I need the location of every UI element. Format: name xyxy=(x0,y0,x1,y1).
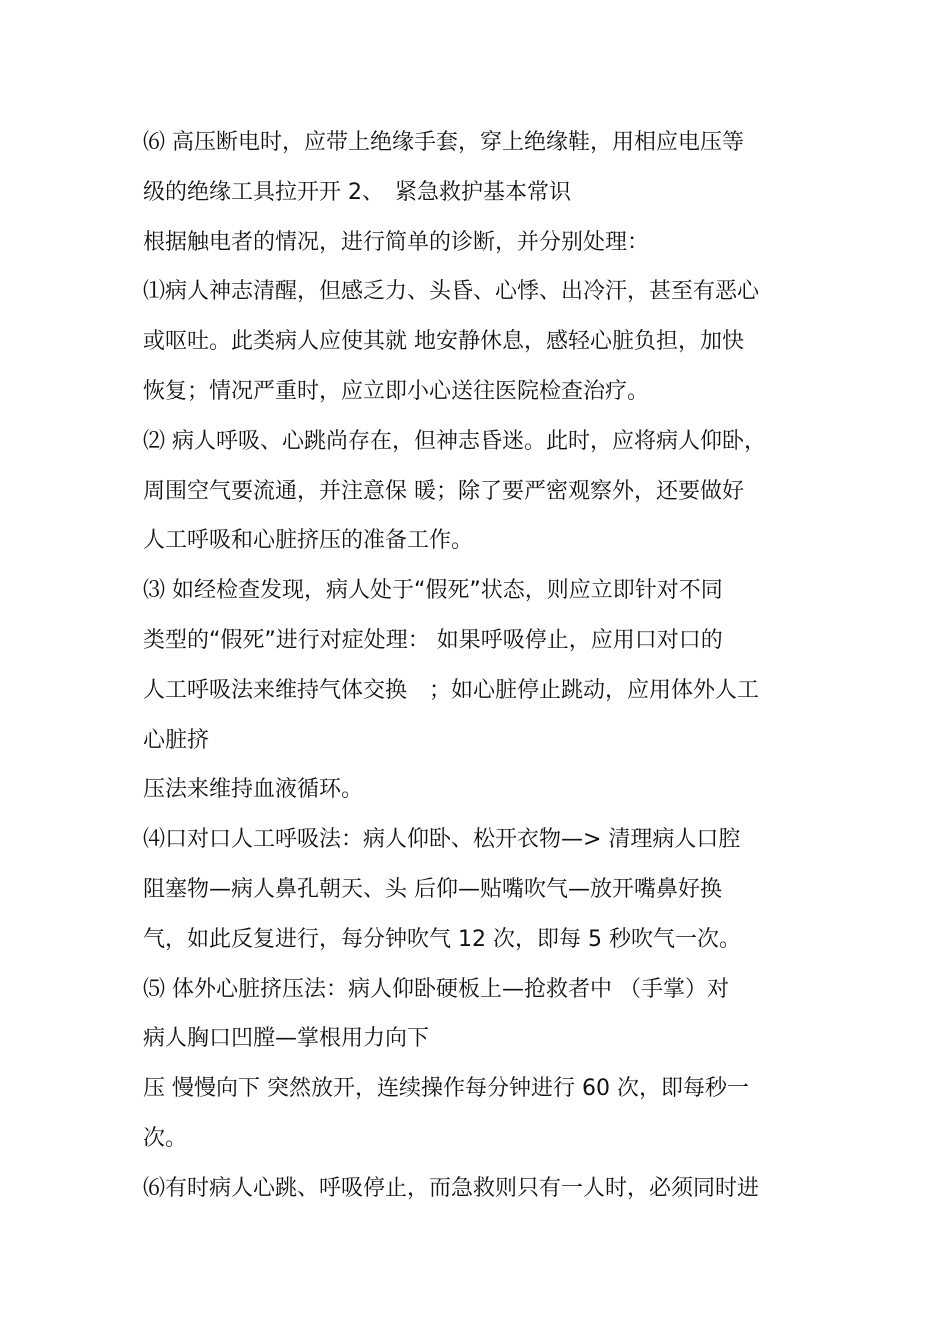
body-text xyxy=(143,118,823,1214)
text-line-11: 类型的“假死”进行对症处理： 如果呼吸停止，应用口对口的 xyxy=(143,627,723,653)
text-line-1: ⑹ 高压断电时，应带上绝缘手套，穿上绝缘鞋，用相应电压等 xyxy=(143,130,744,155)
text-line-2: 级的绝缘工具拉开开 2、 紧急救护基本常识 xyxy=(143,179,571,205)
text-line-19: 病人胸口凹膛—掌根用力向下 xyxy=(143,1026,430,1052)
text-line-13: 心脏挤 xyxy=(143,727,210,753)
text-line-15: ⑷口对口人工呼吸法：病人仰卧、松开衣物—> 清理病人口腔 xyxy=(143,827,741,853)
text-line-10: ⑶ 如经检查发现，病人处于“假死”状态，则应立即针对不同 xyxy=(143,578,723,604)
text-line-5: 或呕吐。此类病人应使其就 地安静休息，感轻心脏负担，加快 xyxy=(143,329,744,355)
text-line-14: 压法来维持血液循环。 xyxy=(143,777,364,803)
text-line-12: 人工呼吸法来维持气体交换 ；如心脏停止跳动，应用体外人工 xyxy=(143,677,760,703)
text-line-16: 阻塞物—病人鼻孔朝天、头 后仰—贴嘴吹气—放开嘴鼻好换 xyxy=(143,876,722,902)
text-line-7: ⑵ 病人呼吸、心跳尚存在，但神志昏迷。此时，应将病人仰卧， xyxy=(143,428,766,454)
text-line-17: 气，如此反复进行，每分钟吹气 12 次，即每 5 秒吹气一次。 xyxy=(143,926,741,952)
text-line-20: 压 慢慢向下 突然放开，连续操作每分钟进行 60 次，即每秒一 xyxy=(143,1076,749,1102)
text-line-18: ⑸ 体外心脏挤压法：病人仰卧硬板上—抢救者中 （手掌）对 xyxy=(143,976,729,1002)
text-line-22: ⑹有时病人心跳、呼吸停止，而急救则只有一人时，必须同时进 xyxy=(143,1175,760,1201)
text-line-8: 周围空气要流通，并注意保 暖；除了要严密观察外，还要做好 xyxy=(143,478,744,504)
text-line-9: 人工呼吸和心脏挤压的准备工作。 xyxy=(143,528,474,554)
text-line-4: ⑴病人神志清醒，但感乏力、头昏、心悸、出冷汗，甚至有恶心 xyxy=(143,279,760,305)
text-line-3: 根据触电者的情况，进行简单的诊断，并分别处理： xyxy=(143,229,650,255)
text-line-6: 恢复；情况严重时，应立即小心送往医院检查治疗。 xyxy=(143,378,650,404)
text-line-21: 次。 xyxy=(143,1125,188,1151)
